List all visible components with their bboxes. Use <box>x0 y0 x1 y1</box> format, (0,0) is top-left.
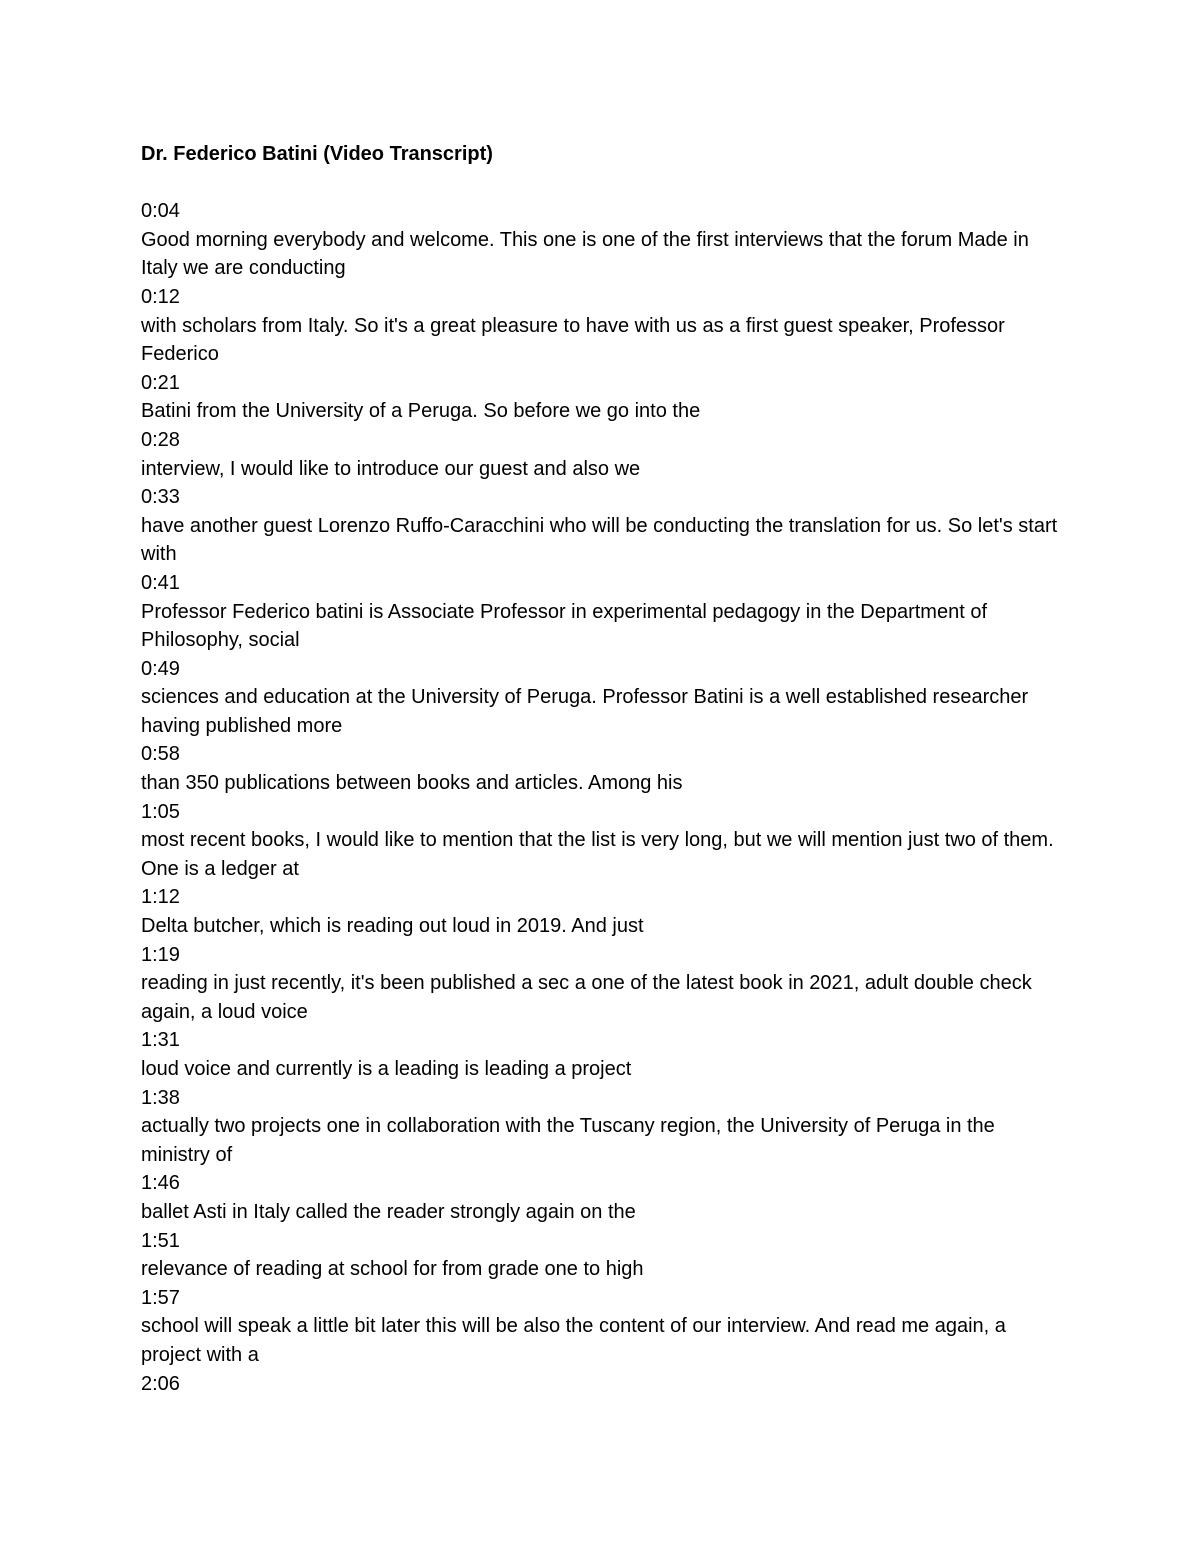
timestamp: 1:38 <box>141 1086 180 1109</box>
transcript-segment <box>141 798 1066 884</box>
transcript-text: relevance of reading at school for from grade one to high <box>141 1258 644 1281</box>
transcript-text: interview, I would like to introduce our guest and also we <box>141 457 641 480</box>
transcript-text: Good morning everybody and welcome. This one is one of the first interviews that the forum Made in Italy we are conducting <box>141 228 1029 280</box>
document-body <box>141 140 1066 1398</box>
transcript-text: sciences and education at the University of Peruga. Professor Batini is a well established researcher having published more <box>141 686 1029 737</box>
transcript-segment <box>141 655 1066 741</box>
transcript-segment <box>141 483 1066 569</box>
transcript-text: most recent books, I would like to mention that the list is very long, but we will mention just two of them. One is a ledger at <box>141 829 1054 880</box>
transcript-text: Professor Federico batini is Associate Professor in experimental pedagogy in the Department of Philosophy, social <box>141 600 987 652</box>
transcript-segment <box>141 283 1066 369</box>
transcript-segment <box>141 426 1066 483</box>
timestamp: 0:28 <box>141 428 180 451</box>
transcript-segment <box>141 1026 1066 1083</box>
timestamp: 0:33 <box>141 486 180 509</box>
timestamp: 0:04 <box>141 200 180 223</box>
transcript-segment <box>141 1284 1066 1370</box>
transcript-segment <box>141 883 1066 940</box>
timestamp: 0:58 <box>141 743 180 766</box>
transcript-segment <box>141 1084 1066 1170</box>
timestamp: 0:21 <box>141 371 180 394</box>
transcript-text: reading in just recently, it's been published a sec a one of the latest book in 2021, adult double check again, a loud voice <box>141 972 1032 1023</box>
transcript-text: Batini from the University of a Peruga. So before we go into the <box>141 400 701 423</box>
document-title: Dr. Federico Batini (Video Transcript) <box>141 143 493 165</box>
transcript-segment <box>141 740 1066 797</box>
timestamp: 1:51 <box>141 1229 180 1252</box>
timestamp: 0:41 <box>141 571 180 594</box>
transcript-segment <box>141 1227 1066 1284</box>
transcript-segment <box>141 197 1066 283</box>
transcript-text: Delta butcher, which is reading out loud in 2019. And just <box>141 915 644 938</box>
transcript-text: with scholars from Italy. So it's a great pleasure to have with us as a first guest speaker, Professor Federico <box>141 314 1005 366</box>
transcript-text: loud voice and currently is a leading is leading a project <box>141 1058 632 1080</box>
timestamp: 1:12 <box>141 886 180 909</box>
transcript-segment <box>141 369 1066 426</box>
timestamp: 1:05 <box>141 800 180 823</box>
transcript-segment <box>141 1370 1066 1399</box>
transcript-segment <box>141 1169 1066 1226</box>
transcript-text: ballet Asti in Italy called the reader strongly again on the <box>141 1200 636 1223</box>
timestamp: 0:12 <box>141 285 180 308</box>
timestamp: 0:49 <box>141 657 180 680</box>
timestamp: 1:46 <box>141 1172 180 1195</box>
transcript-text: actually two projects one in collaboration with the Tuscany region, the University of Peruga in the ministry of <box>141 1115 995 1166</box>
timestamp: 1:31 <box>141 1029 180 1052</box>
transcript-segment <box>141 941 1066 1027</box>
timestamp: 1:57 <box>141 1286 180 1309</box>
timestamp: 1:19 <box>141 943 180 966</box>
transcript-text: than 350 publications between books and articles. Among his <box>141 772 683 795</box>
timestamp: 2:06 <box>141 1372 180 1395</box>
transcript-text: have another guest Lorenzo Ruffo-Caracchini who will be conducting the translation for us. So let's start with <box>141 514 1058 566</box>
transcript-segment <box>141 569 1066 655</box>
transcript-text: school will speak a little bit later this will be also the content of our interview. And read me again, a project with a <box>141 1315 1006 1366</box>
